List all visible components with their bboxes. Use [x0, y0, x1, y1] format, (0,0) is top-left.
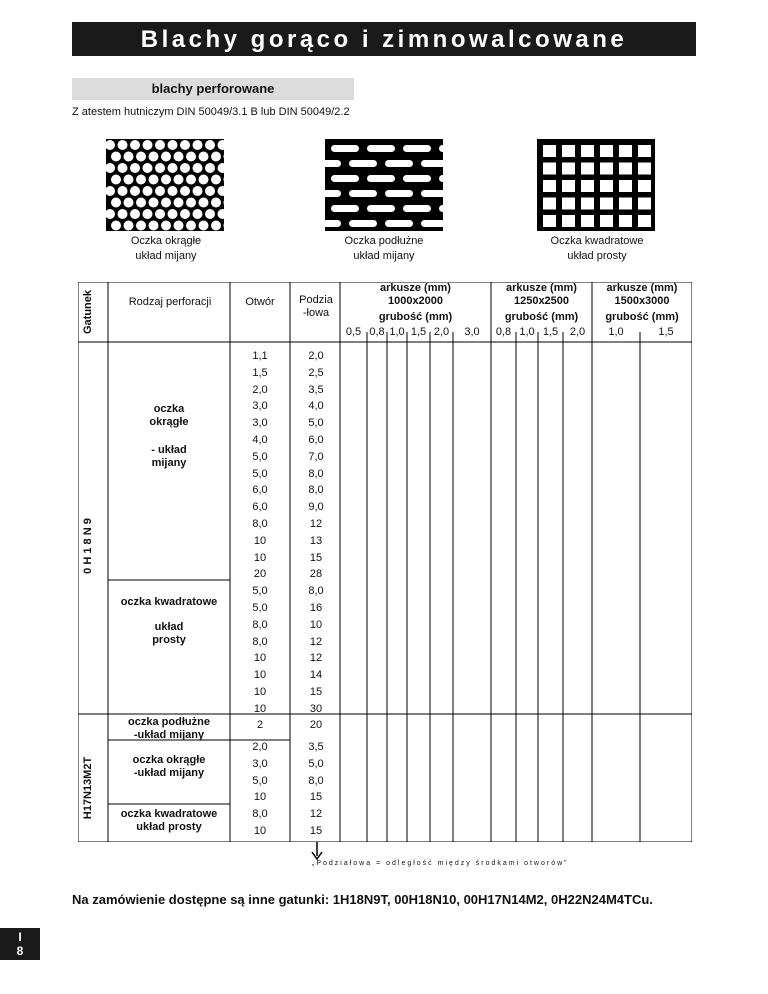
thickness-value: 0,8	[495, 326, 512, 338]
type-slotted-staggered: oczka podłużne -układ mijany	[128, 716, 210, 741]
pattern-caption-square: Oczka kwadratowe układ prosty	[550, 235, 644, 262]
thickness-value: 1,0	[519, 326, 535, 338]
round-holes-pattern-icon	[106, 139, 224, 231]
podzialka-value: 10	[309, 618, 323, 631]
podzialka-value: 4,0	[308, 400, 324, 413]
podzialka-value: 2,5	[308, 366, 324, 379]
otwor-value: 2,0	[252, 383, 268, 396]
otwor-value: 3,0	[252, 400, 268, 413]
section-subtitle: blachy perforowane	[72, 78, 354, 100]
square-holes-pattern-icon	[537, 139, 655, 231]
otwor-value: 10	[253, 669, 267, 682]
podzialka-value: 12	[309, 808, 323, 821]
podzialka-value: 28	[309, 568, 323, 581]
thickness-value: 3,0	[464, 326, 480, 338]
podzialka-value: 20	[309, 719, 323, 731]
otwor-value: 8,0	[252, 618, 268, 631]
otwor-value: 5,0	[252, 601, 268, 614]
rodzaj-header: Rodzaj perforacji	[128, 296, 212, 308]
otwor-value: 5,0	[252, 467, 268, 480]
pattern-caption-slotted: Oczka podłużne układ mijany	[344, 235, 424, 262]
footnote: „Podziałowa = odległość między środkami otworów”	[312, 860, 569, 867]
page-title: Blachy gorąco i zimnowalcowane	[72, 22, 696, 56]
podzialka-value: 14	[309, 669, 323, 682]
podzialka-value: 8,0	[308, 774, 324, 787]
grade-label-0h18n9: 0 H 1 8 N 9	[82, 518, 94, 574]
otwor-value: 10	[253, 652, 267, 665]
thickness-value: 1,5	[542, 326, 559, 338]
type-round-staggered-h17: oczka okrągłe -układ mijany	[132, 754, 206, 779]
thickness-value: 1,0	[608, 326, 624, 338]
otwor-value: 5,0	[252, 585, 268, 598]
podzialka-value: 13	[309, 534, 323, 547]
otwor-value: 6,0	[252, 484, 268, 497]
podzialka-value: 15	[309, 685, 323, 698]
thickness-value: 0,8	[369, 326, 385, 338]
thickness-value: 1,5	[410, 326, 427, 338]
podzialka-value: 8,0	[308, 585, 324, 598]
otwor-value: 3,0	[252, 417, 268, 430]
sheet-header-1000x2000: arkusze (mm) 1000x2000 grubość (mm)	[378, 282, 453, 323]
podzialka-value: 15	[309, 791, 323, 804]
thickness-value: 1,0	[389, 326, 405, 338]
podzialka-value: 30	[309, 702, 323, 715]
podzialka-value: 3,5	[308, 383, 324, 396]
page-indicator: I 8	[0, 928, 40, 960]
podzialka-value: 16	[309, 601, 323, 614]
podzialka-value: 12	[309, 652, 323, 665]
podzialka-value: 12	[309, 635, 323, 648]
otwor-value: 10	[253, 534, 267, 547]
grade-label-h17n13m2t: H17N13M2T	[82, 756, 94, 820]
otwor-value: 8,0	[252, 808, 268, 821]
podzialka-value: 2,0	[308, 350, 324, 362]
thickness-value: 2,0	[569, 326, 586, 338]
otwor-column-g1	[232, 348, 288, 718]
otwor-value: 4,0	[252, 433, 268, 446]
otwor-value: 5,0	[252, 450, 268, 463]
otwor-value: 5,0	[252, 774, 268, 787]
type-round-staggered: oczka okrągłe - układ mijany	[149, 403, 189, 469]
thickness-value: 2,0	[433, 326, 450, 338]
podzialka-value: 12	[309, 517, 323, 530]
type-square-straight-h17: oczka kwadratowe układ prosty	[120, 808, 218, 833]
otwor-header: Otwór	[245, 296, 275, 308]
podzialka-value: 6,0	[308, 433, 324, 446]
podzialka-value: 8,0	[308, 467, 324, 480]
down-arrow-icon	[311, 842, 323, 860]
podzialka-column-g2	[292, 739, 340, 840]
podzialka-column-g1	[292, 348, 340, 718]
otwor-value: 2	[256, 719, 264, 731]
podzialka-value: 15	[309, 824, 323, 837]
sheet-header-1500x3000: arkusze (mm) 1500x3000 grubość (mm)	[605, 282, 679, 323]
otwor-value: 10	[253, 551, 267, 564]
slotted-holes-pattern-icon	[325, 139, 443, 231]
otwor-value: 6,0	[252, 501, 268, 514]
otwor-value: 10	[253, 824, 267, 837]
podzialka-header: Podzia -łowa	[299, 294, 333, 319]
otwor-value: 20	[253, 568, 267, 581]
otwor-value: 3,0	[252, 757, 268, 770]
otwor-value: 2,0	[252, 741, 268, 753]
otwor-column-g2	[232, 739, 288, 840]
pattern-caption-round: Oczka okrągłe układ mijany	[130, 235, 202, 262]
podzialka-value: 15	[309, 551, 323, 564]
otwor-value: 10	[253, 685, 267, 698]
podzialka-value: 9,0	[308, 501, 324, 514]
thickness-value: 0,5	[345, 326, 362, 338]
podzialka-value: 5,0	[308, 417, 324, 430]
podzialka-value: 3,5	[308, 741, 324, 753]
sheet-header-1250x2500: arkusze (mm) 1250x2500 grubość (mm)	[504, 282, 579, 323]
podzialka-value: 8,0	[308, 484, 324, 497]
otwor-value: 1,5	[252, 366, 268, 379]
otwor-value: 1,1	[252, 350, 268, 362]
podzialka-value: 7,0	[308, 450, 324, 463]
certificate-note: Z atestem hutniczym DIN 50049/3.1 B lub DIN 50049/2.2	[72, 106, 350, 118]
otwor-value: 8,0	[252, 635, 268, 648]
otwor-value: 10	[253, 702, 267, 715]
otwor-value: 10	[253, 791, 267, 804]
podzialka-value: 5,0	[308, 757, 324, 770]
type-square-straight: oczka kwadratowe układ prosty	[120, 596, 218, 646]
availability-note: Na zamówienie dostępne są inne gatunki: 1H18N9T, 00H18N10, 00H17N14M2, 0H22N24M4TCu.	[72, 892, 653, 907]
gatunek-header: Gatunek	[82, 290, 94, 335]
thickness-value: 1,5	[658, 326, 674, 338]
otwor-value: 8,0	[252, 517, 268, 530]
